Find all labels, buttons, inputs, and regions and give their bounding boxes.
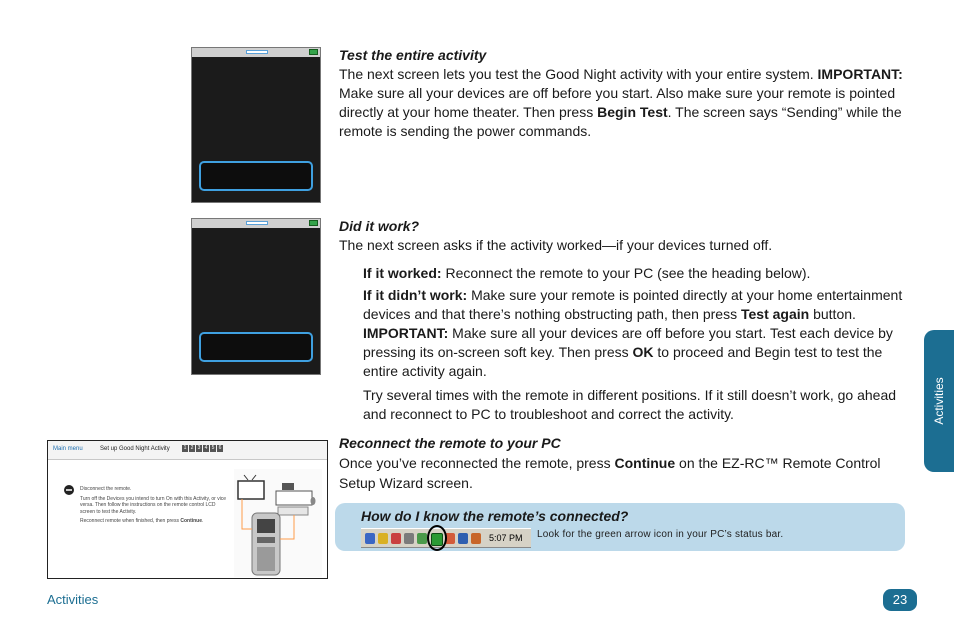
- remote-screen-test: [191, 47, 321, 203]
- wizard-title: Set up Good Night Activity: [100, 446, 170, 452]
- tray-icon: [471, 533, 481, 544]
- remote-title-indicator: [246, 221, 268, 225]
- wizard-step: 2: [190, 445, 194, 451]
- section-did-it-work: [339, 217, 909, 255]
- section-body: The next screen lets you test the Good Night activity with your entire system. IMPORTANT: Make sure all your devices are off before you start. Also make sure your remote is pointed directly at your home theater. Then press Begin Test. The screen says “Sending” while the remote is sending the power commands.: [339, 66, 903, 139]
- wizard-step: 5: [211, 445, 215, 451]
- tv-remote-diagram: [234, 469, 322, 577]
- section-heading: Reconnect the remote to your PC: [339, 435, 561, 451]
- remote-screen-did-it-work: [191, 218, 321, 375]
- remote-title-indicator: [246, 50, 268, 54]
- tray-icon: [365, 533, 375, 544]
- ok-softkey[interactable]: [199, 332, 313, 362]
- remote-status-bar: [192, 48, 320, 57]
- pc-status-bar: [361, 528, 531, 548]
- tray-icon: [458, 533, 468, 544]
- wizard-step: 6: [218, 445, 222, 451]
- wizard-step: 1: [183, 445, 187, 451]
- battery-icon: [309, 220, 318, 226]
- section-body: Once you’ve reconnected the remote, press Continue on the EZ-RC™ Remote Control Setup Wizard screen.: [339, 455, 881, 491]
- tray-clock: 5:07 PM: [489, 533, 523, 543]
- side-tab-label: Activities: [932, 377, 946, 425]
- setup-wizard-screenshot: [47, 440, 328, 579]
- tray-icon: [417, 533, 427, 544]
- highlight-circle: [427, 525, 447, 551]
- section-test-activity: [339, 46, 909, 141]
- section-reconnect: [339, 434, 909, 493]
- section-body: The next screen asks if the activity worked—if your devices turned off.: [339, 237, 773, 253]
- disconnect-icon: [62, 483, 76, 497]
- section-heading: Did it work?: [339, 218, 420, 234]
- connection-callout: [335, 503, 905, 551]
- try-again-paragraph: Try several times with the remote in different positions. If it still doesn’t work, go ahead and reconnect to PC to troubleshoot and correct the activity.: [363, 387, 897, 422]
- callout-note: Look for the green arrow icon in your PC’s status bar.: [537, 529, 784, 540]
- wizard-step: 3: [197, 445, 201, 451]
- if-worked-paragraph: If it worked: Reconnect the remote to your PC (see the heading below).: [363, 265, 811, 281]
- wizard-instructions: Disconnect the remote. Turn off the Devices you intend to turn On with this Activity, or vice versa. Then follow the instructions on the remote control LCD screen to test the Activity. Reconnect remote when finished, then press Continue.: [80, 486, 227, 524]
- remote-status-bar: [192, 219, 320, 228]
- main-menu-link[interactable]: Main menu: [53, 446, 83, 452]
- page-number: 23: [883, 589, 917, 611]
- wizard-header: [48, 441, 327, 460]
- begin-test-softkey[interactable]: [199, 161, 313, 191]
- section-heading: Test the entire activity: [339, 47, 487, 63]
- battery-icon: [309, 49, 318, 55]
- footer-section-label: Activities: [47, 592, 99, 607]
- if-not-worked-paragraph: If it didn’t work: Make sure your remote is pointed directly at your home entertainment devices and that there’s nothing obstructing path, then press Test again button. IMPORTANT: Make sure all your devices are off before you start. Test each device by pressing its on-screen soft key. Then press OK to proceed and Begin test to test the entire activity again.: [363, 287, 903, 379]
- tray-icon: [391, 533, 401, 544]
- wizard-steps: [182, 445, 224, 452]
- wizard-step: 4: [204, 445, 208, 451]
- tray-icon: [404, 533, 414, 544]
- section-side-tab: [924, 330, 954, 472]
- callout-title: How do I know the remote’s connected?: [361, 508, 629, 524]
- tray-icon: [378, 533, 388, 544]
